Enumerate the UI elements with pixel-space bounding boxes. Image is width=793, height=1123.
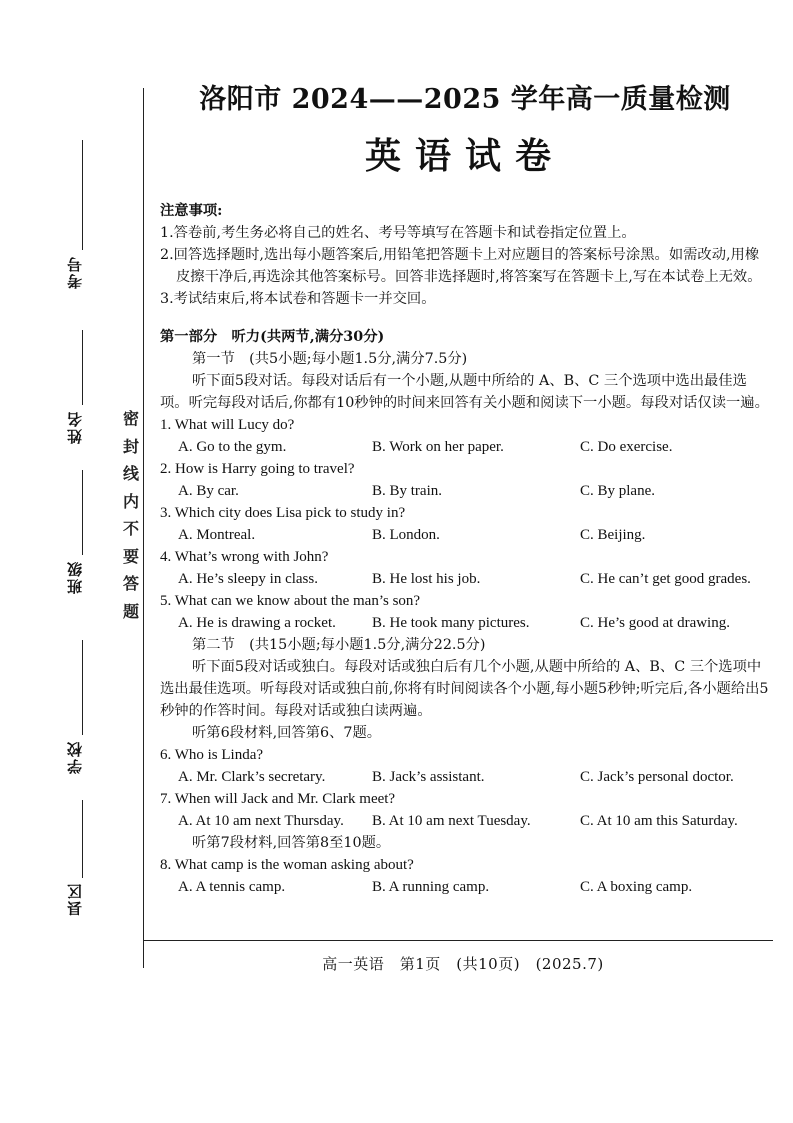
section1-title: 第一节 (共5小题;每小题1.5分,满分7.5分) (192, 351, 468, 367)
option-a[interactable]: A. Mr. Clark’s secretary. (178, 769, 326, 785)
name-line (82, 330, 83, 405)
page-number-text: 高一英语 第1页 (共10页) (2025.7) (322, 955, 604, 973)
class-field[interactable] (62, 470, 92, 640)
school-label: 学校 (66, 740, 84, 774)
option-b[interactable]: B. At 10 am next Tuesday. (372, 813, 531, 829)
option-c[interactable]: C. Beijing. (580, 527, 646, 543)
question-block (160, 502, 770, 546)
option-b[interactable]: B. Jack’s assistant. (372, 769, 485, 785)
school-field[interactable] (62, 640, 92, 790)
exam-paper (160, 80, 770, 898)
binding-line (143, 88, 144, 968)
school-line (82, 640, 83, 735)
section2-instructions: 听下面5段对话或独白。每段对话或独白后有几个小题,从题中所给的 A、B、C 三个选项中选出最佳选项。听每段对话或独白前,你将有时间阅读各个小题,每小题5秒钟;听完后,各小题给出5秒钟的作答时间。每段对话或独白读两遍。 (160, 659, 769, 719)
class-line (82, 470, 83, 555)
question-block (160, 458, 770, 502)
option-a[interactable]: A. At 10 am next Thursday. (178, 813, 344, 829)
question-block (160, 414, 770, 458)
note-item: 2.回答选择题时,选出每小题答案后,用铅笔把答题卡上对应题目的答案标号涂黑。如需改动,用橡皮擦干净后,再选涂其他答案标号。回答非选择题时,将答案写在答题卡上,写在本试卷上无效。 (160, 247, 762, 285)
subject-title: 英语试卷 (364, 135, 565, 177)
option-c[interactable]: C. By plane. (580, 483, 655, 499)
option-row (160, 524, 770, 546)
option-a[interactable]: A. Montreal. (178, 527, 256, 543)
note-item: 3.考试结束后,将本试卷和答题卡一并交回。 (160, 291, 436, 307)
option-row (160, 766, 770, 788)
exam-number-label: 考号 (66, 255, 84, 289)
section1-instructions: 听下面5段对话。每段对话后有一个小题,从题中所给的 A、B、C 三个选项中选出最佳选项。听完每段对话后,你都有10秒钟的时间来回答有关小题和阅读下一小题。每段对话仅读一遍。 (160, 373, 769, 411)
question-block (160, 788, 770, 832)
exam-number-line (82, 140, 83, 250)
option-a[interactable]: A. He is drawing a rocket. (178, 615, 336, 631)
question-block (160, 546, 770, 590)
name-label: 姓名 (66, 410, 84, 444)
notes-block (160, 200, 770, 310)
question-stem: 4. What’s wrong with John? (160, 549, 329, 565)
exam-title: 洛阳市 2024——2025 学年高一质量检测 (199, 84, 731, 115)
option-c[interactable]: C. Do exercise. (580, 439, 673, 455)
option-row (160, 480, 770, 502)
option-b[interactable]: B. He lost his job. (372, 571, 481, 587)
county-field[interactable] (62, 800, 92, 930)
listening-part (160, 326, 770, 898)
question-stem: 6. Who is Linda? (160, 747, 264, 763)
option-b[interactable]: B. By train. (372, 483, 442, 499)
option-row (160, 612, 770, 634)
class-label: 班级 (66, 560, 84, 594)
option-b[interactable]: B. Work on her paper. (372, 439, 504, 455)
option-a[interactable]: A. Go to the gym. (178, 439, 287, 455)
part-title: 第一部分 听力(共两节,满分30分) (160, 329, 385, 345)
seal-line-notice: 密封线内不要答题 (122, 409, 139, 621)
option-c[interactable]: C. Jack’s personal doctor. (580, 769, 734, 785)
option-b[interactable]: B. He took many pictures. (372, 615, 530, 631)
question-stem: 3. Which city does Lisa pick to study in? (160, 505, 406, 521)
question-stem: 1. What will Lucy do? (160, 417, 295, 433)
option-row (160, 876, 770, 898)
option-a[interactable]: A. By car. (178, 483, 239, 499)
question-stem: 5. What can we know about the man’s son? (160, 593, 421, 609)
county-line (82, 800, 83, 878)
option-c[interactable]: C. He’s good at drawing. (580, 615, 730, 631)
notes-heading: 注意事项: (160, 203, 223, 219)
option-row (160, 568, 770, 590)
option-c[interactable]: C. A boxing camp. (580, 879, 693, 895)
question-stem: 2. How is Harry going to travel? (160, 461, 355, 477)
option-b[interactable]: B. A running camp. (372, 879, 490, 895)
section2-title: 第二节 (共15小题;每小题1.5分,满分22.5分) (192, 637, 486, 653)
question-stem: 7. When will Jack and Mr. Clark meet? (160, 791, 396, 807)
option-row (160, 436, 770, 458)
option-a[interactable]: A. A tennis camp. (178, 879, 286, 895)
question-block (160, 854, 770, 898)
option-row (160, 810, 770, 832)
option-c[interactable]: C. He can’t get good grades. (580, 571, 751, 587)
question-stem: 8. What camp is the woman asking about? (160, 857, 414, 873)
county-label: 县区 (66, 882, 84, 916)
name-field[interactable] (62, 330, 92, 480)
option-a[interactable]: A. He’s sleepy in class. (178, 571, 318, 587)
material-note: 听第6段材料,回答第6、7题。 (192, 725, 382, 741)
binding-margin (0, 0, 150, 980)
question-block (160, 590, 770, 634)
exam-number-field[interactable] (62, 140, 92, 320)
option-b[interactable]: B. London. (372, 527, 440, 543)
footer-rule (143, 940, 773, 941)
option-c[interactable]: C. At 10 am this Saturday. (580, 813, 738, 829)
note-item: 1.答卷前,考生务必将自己的姓名、考号等填写在答题卡和试卷指定位置上。 (160, 225, 636, 241)
page-footer (143, 940, 783, 974)
question-block (160, 744, 770, 788)
material-note: 听第7段材料,回答第8至10题。 (192, 835, 391, 851)
